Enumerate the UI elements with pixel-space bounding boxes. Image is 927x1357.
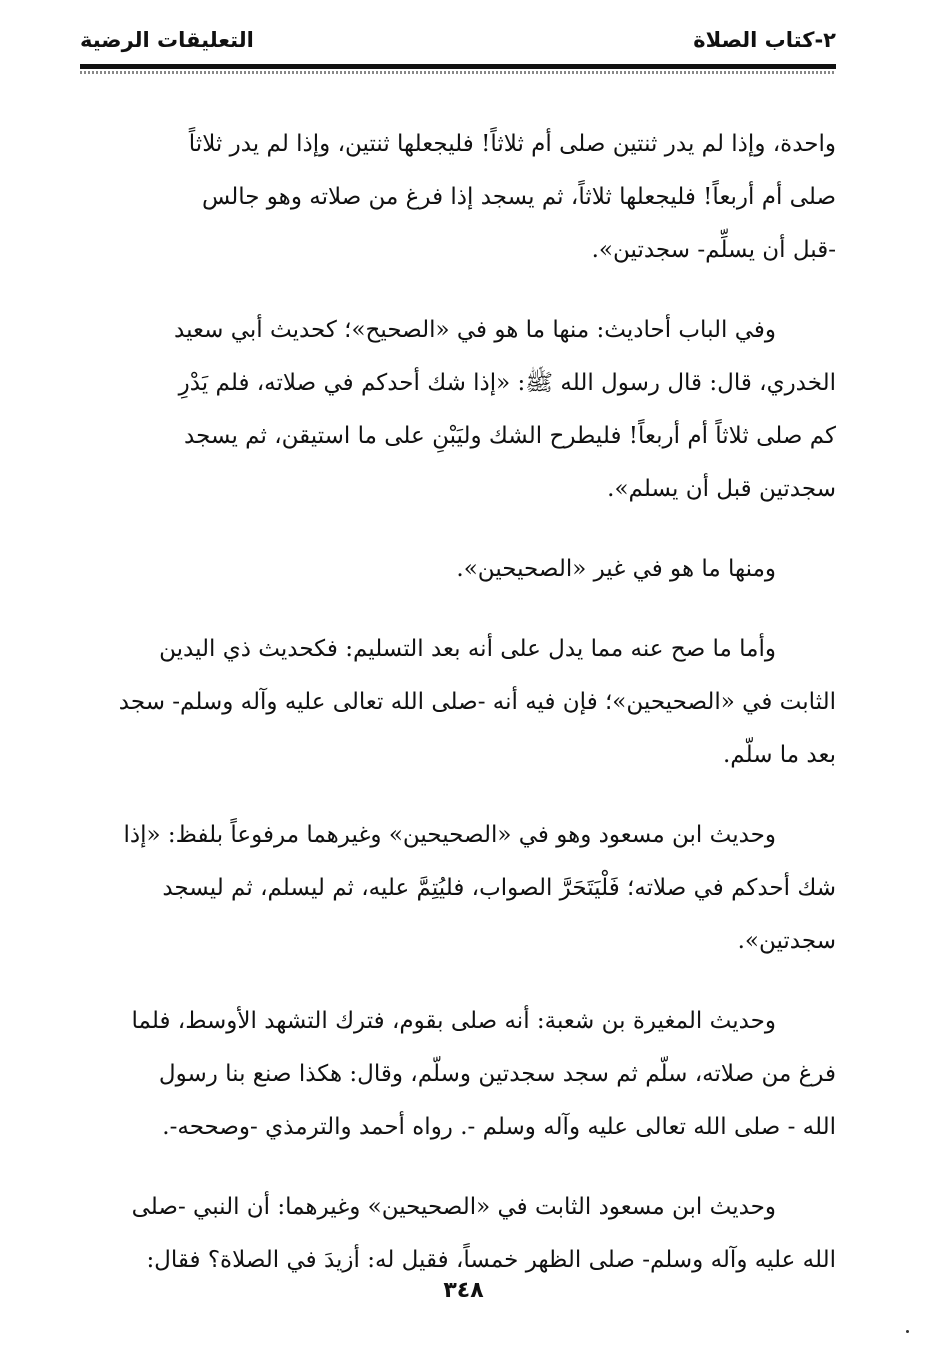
- book-title: التعليقات الرضية: [80, 28, 254, 52]
- text-line: فرغ من صلاته، سلّم ثم سجد سجدتين وسلّم، وقال: هكذا صنع بنا رسول: [158, 1061, 836, 1087]
- text-line: -قبل أن يسلِّم- سجدتين».: [591, 237, 836, 263]
- paragraph: [80, 543, 836, 596]
- text-line: وحديث المغيرة بن شعبة: أنه صلى بقوم، فترك التشهد الأوسط، فلما: [131, 1008, 776, 1034]
- text-line: الخدري، قال: قال رسول الله ﷺ: «إذا شك أحدكم في صلاته، فلم يَدْرِ: [178, 370, 836, 396]
- text-line: ومنها ما هو في غير «الصحيحين».: [456, 556, 776, 582]
- paragraph: [80, 995, 836, 1154]
- text-line: الله عليه وآله وسلم- صلى الظهر خمساً، فقيل له: أزيدَ في الصلاة؟ فقال:: [146, 1247, 836, 1273]
- text-line: بعد ما سلّم.: [722, 742, 836, 768]
- text-line: وأما ما صح عنه مما يدل على أنه بعد التسليم: فكحديث ذي اليدين: [159, 636, 776, 662]
- text-line: وحديث ابن مسعود الثابت في «الصحيحين» وغيرهما: أن النبي -صلى: [131, 1194, 776, 1220]
- paragraph: [80, 118, 836, 277]
- text-line: صلى أم أربعاً! فليجعلها ثلاثاً، ثم يسجد إذا فرغ من صلاته وهو جالس: [201, 184, 836, 210]
- paragraph: [80, 809, 836, 968]
- text-line: شك أحدكم في صلاته؛ فَلْيَتَحَرَّ الصواب، فليُتِمَّ عليه، ثم ليسلم، ثم ليسجد: [162, 875, 836, 901]
- chapter-title: ٢-كتاب الصلاة: [693, 28, 836, 52]
- text-line: وفي الباب أحاديث: منها ما هو في «الصحيح»؛ كحديث أبي سعيد: [174, 317, 776, 343]
- paragraph: [80, 1181, 836, 1287]
- page-number: ٣٤٨: [443, 1278, 484, 1303]
- text-line: سجدتين».: [737, 928, 836, 954]
- text-line: سجدتين قبل أن يسلم».: [607, 476, 836, 502]
- text-line: كم صلى ثلاثاً أم أربعاً! فليطرح الشك وليَبْنِ على ما استيقن، ثم يسجد: [184, 423, 836, 449]
- header-dotted-rule: [80, 71, 836, 74]
- running-header: [80, 22, 836, 62]
- header-rule: [80, 64, 836, 69]
- text-line: الله - صلى الله تعالى عليه وآله وسلم -. رواه أحمد والترمذي -وصححه-.: [162, 1114, 836, 1140]
- text-line: واحدة، وإذا لم يدر ثنتين صلى أم ثلاثاً! فليجعلها ثنتين، وإذا لم يدر ثلاثاً: [188, 131, 836, 157]
- paragraph: [80, 304, 836, 516]
- text-line: وحديث ابن مسعود وهو في «الصحيحين» وغيرهما مرفوعاً بلفظ: «إذا: [123, 822, 776, 848]
- main-text: [80, 118, 836, 1314]
- text-line: الثابت في «الصحيحين»؛ فإن فيه أنه -صلى الله تعالى عليه وآله وسلم- سجد: [118, 689, 836, 715]
- scan-speck: [906, 1330, 909, 1333]
- paragraph: [80, 623, 836, 782]
